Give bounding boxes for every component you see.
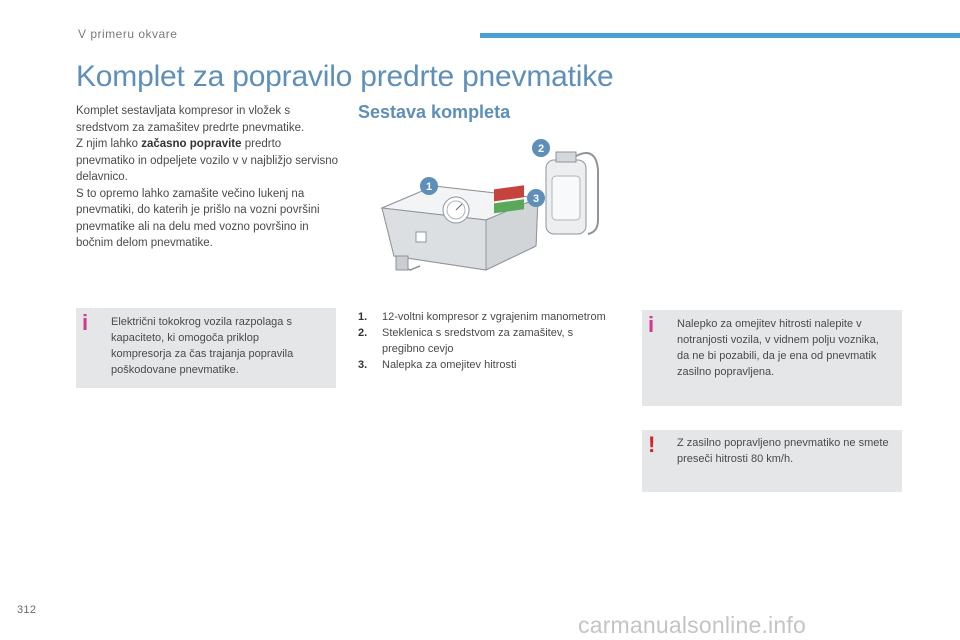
info-note-text: Električni tokokrog vozila razpolaga s kapaciteto, ki omogoča priklop kompresorja za čas trajanja popravila poškodovane pnevmatike.	[111, 316, 294, 376]
intro-paragraph-1	[76, 103, 341, 186]
callout-2-label: 2	[537, 143, 545, 155]
callout-3-label: 3	[532, 193, 540, 205]
warning-note-speed	[642, 430, 902, 492]
header-accent-bar	[480, 33, 960, 38]
intro-paragraph-2: S to opremo lahko zamašite večino lukenj na pnevmatiki, do katerih je prišlo na vozni površini pnevmatike ali na delu med vozno površino in bočnim delom pnevmatike.	[76, 187, 320, 249]
callout-1-label: 1	[425, 181, 433, 193]
watermark: carmanualsonline.info	[578, 612, 806, 638]
sealant-bottle-illustration	[546, 152, 598, 234]
kit-section-title: Sestava kompleta	[358, 102, 511, 122]
intro-text	[76, 103, 341, 252]
intro-p1-a: Komplet sestavljata kompresor in vložek s sredstvom za zamašitev predrte pnevmatike.	[76, 105, 305, 134]
intro-p1-bold: začasno popravite	[141, 138, 242, 150]
info-note-sticker	[642, 310, 902, 406]
intro-p1-b: Z njim lahko	[76, 138, 142, 150]
list-item: 1. 12-voltni kompresor z vgrajenim manometrom	[358, 311, 606, 323]
info-note-text: Nalepko za omejitev hitrosti nalepite v notranjosti vozila, v vidnem polju voznika, da ne bi pozabili, da je ena od pnevmatik zasilno popravljena.	[677, 318, 879, 378]
kit-parts-list	[358, 309, 608, 373]
list-item: 2. Steklenica s sredstvom za zamašitev, s pregibno cevjo	[358, 327, 574, 355]
info-icon: i	[648, 312, 655, 337]
page-number: 312	[17, 604, 37, 616]
list-item: 3. Nalepka za omejitev hitrosti	[358, 359, 517, 371]
warning-icon: !	[648, 432, 656, 457]
info-icon: i	[82, 310, 89, 335]
info-note-electrical	[76, 308, 336, 388]
intro-p1-c: predrto pnevmatiko in odpeljete vozilo v v najbližjo servisno delavnico.	[76, 138, 339, 183]
warning-note-text: Z zasilno popravljeno pnevmatiko ne smete preseči hitrosti 80 km/h.	[677, 437, 889, 465]
section-header: V primeru okvare	[78, 27, 178, 41]
compressor-illustration	[382, 185, 538, 270]
page-title: Komplet za popravilo predrte pnevmatike	[76, 60, 614, 93]
repair-kit-illustration	[376, 138, 606, 288]
